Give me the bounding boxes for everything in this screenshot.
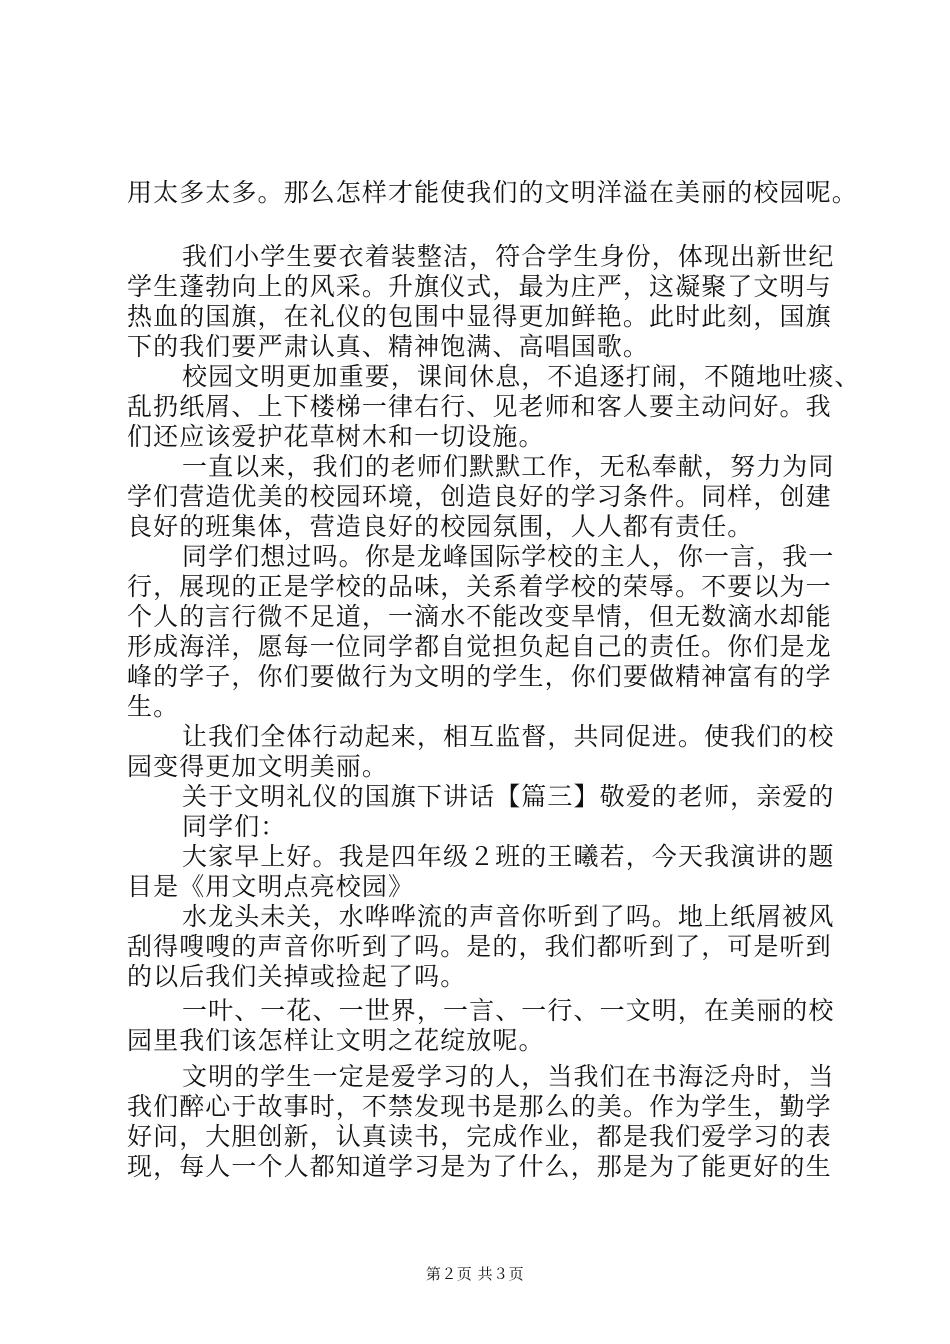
- paragraph-first-line: 一叶、一花、一世界，一言、一行、一文明，在美丽的校: [182, 996, 835, 1025]
- paragraph-first-line: 校园文明更加重要，课间休息，不追逐打闹，不随地吐痰、: [182, 362, 861, 391]
- paragraph-first-line: 让我们全体行动起来，相互监督，共同促进。使我们的校: [182, 722, 835, 751]
- text-line: 学们营造优美的校园环境，创造良好的学习条件。同样，创建: [127, 482, 832, 511]
- text-line: 学生蓬勃向上的风采。升旗仪式，最为庄严，这凝聚了文明与: [127, 272, 832, 301]
- text-line: 良好的班集体，营造良好的校园氛围，人人都有责任。: [127, 512, 754, 541]
- section-heading-line: 关于文明礼仪的国旗下讲话【篇三】敬爱的老师，亲爱的: [182, 782, 835, 811]
- paragraph-first-line: 文明的学生一定是爱学习的人，当我们在书海泛舟时，当: [182, 1062, 835, 1091]
- paragraph-first-line: 我们小学生要衣着装整洁，符合学生身份，体现出新世纪: [182, 242, 835, 271]
- text-line: 生。: [127, 692, 180, 721]
- text-line: 下的我们要严肃认真、精神饱满、高唱国歌。: [127, 332, 650, 361]
- salutation-line: 同学们：: [182, 812, 287, 841]
- text-line: 用太多太多。那么怎样才能使我们的文明洋溢在美丽的校园呢。: [127, 178, 858, 207]
- text-line: 们还应该爱护花草树木和一切设施。: [127, 422, 545, 451]
- text-line: 形成海洋，愿每一位同学都自觉担负起自己的责任。你们是龙: [127, 632, 832, 661]
- text-line: 园里我们该怎样让文明之花绽放呢。: [127, 1026, 545, 1055]
- text-line: 的以后我们关掉或捡起了吗。: [127, 962, 467, 991]
- paragraph-first-line: 大家早上好。我是四年级２班的王曦若，今天我演讲的题: [182, 842, 835, 871]
- text-line: 现，每人一个人都知道学习是为了什么，那是为了能更好的生: [127, 1152, 832, 1181]
- text-line: 个人的言行微不足道，一滴水不能改变旱情，但无数滴水却能: [127, 602, 832, 631]
- text-line: 目是《用文明点亮校园》: [127, 872, 415, 901]
- page-number-footer: 第２页 共３页: [425, 1265, 525, 1283]
- paragraph-first-line: 同学们想过吗。你是龙峰国际学校的主人，你一言，我一: [182, 542, 835, 571]
- text-line: 好问，大胆创新，认真读书，完成作业，都是我们爱学习的表: [127, 1122, 832, 1151]
- paragraph-first-line: 一直以来，我们的老师们默默工作，无私奉献，努力为同: [182, 452, 835, 481]
- text-line: 园变得更加文明美丽。: [127, 752, 389, 781]
- text-line: 峰的学子，你们要做行为文明的学生，你们要做精神富有的学: [127, 662, 832, 691]
- text-line: 乱扔纸屑、上下楼梯一律右行、见老师和客人要主动问好。我: [127, 392, 832, 421]
- text-line: 热血的国旗，在礼仪的包围中显得更加鲜艳。此时此刻，国旗: [127, 302, 832, 331]
- text-line: 我们醉心于故事时，不禁发现书是那么的美。作为学生，勤学: [127, 1092, 832, 1121]
- text-line: 刮得嗖嗖的声音你听到了吗。是的，我们都听到了，可是听到: [127, 932, 832, 961]
- text-line: 行，展现的正是学校的品味，关系着学校的荣辱。不要以为一: [127, 572, 832, 601]
- paragraph-first-line: 水龙头未关，水哗哗流的声音你听到了吗。地上纸屑被风: [182, 902, 835, 931]
